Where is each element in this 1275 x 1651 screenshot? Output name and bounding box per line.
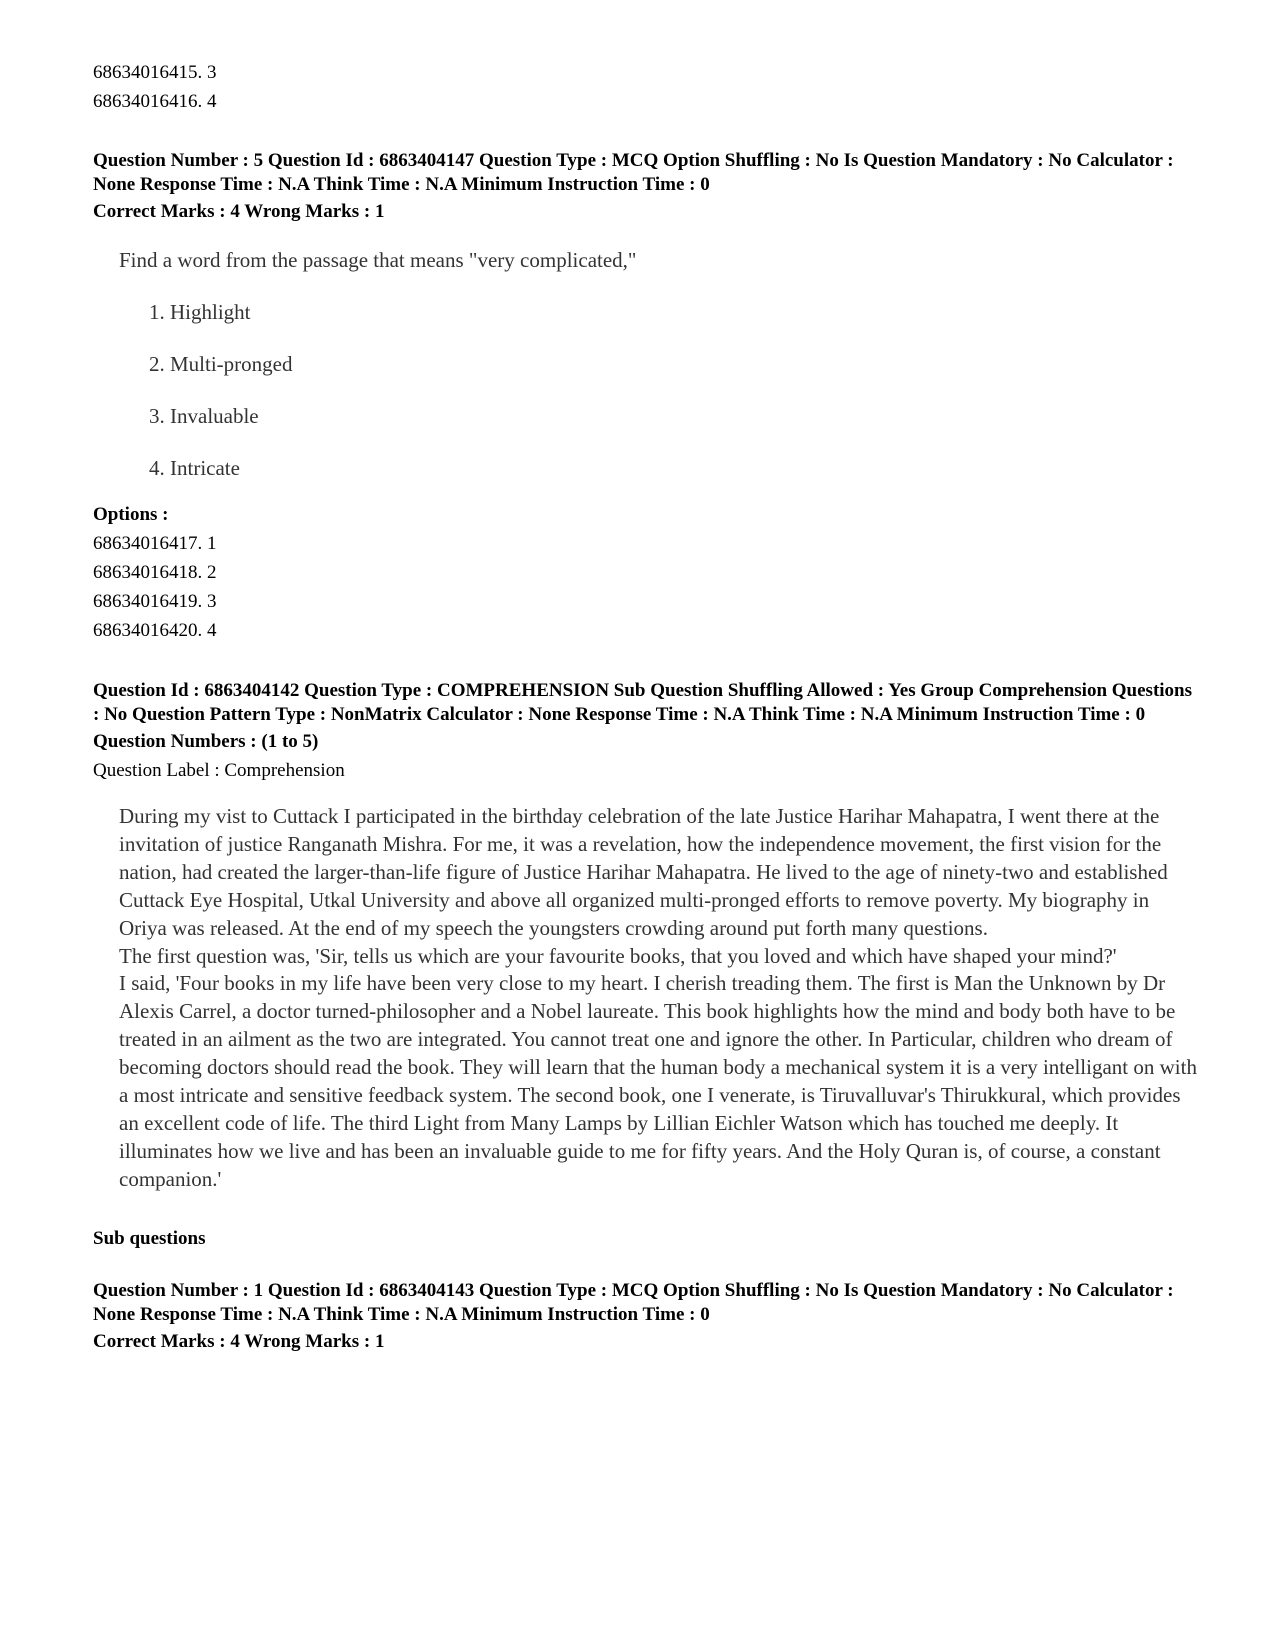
sub-questions-label: Sub questions [93,1227,206,1249]
passage-paragraph: The first question was, 'Sir, tells us which are your favourite books, that you loved and which have shaped your mind?' [119,943,1117,968]
question-5-text: Find a word from the passage that means "very complicated," [119,248,637,272]
question-5-choice: 2. Multi-pronged [149,352,293,376]
question-5-choice: 3. Invaluable [149,404,259,428]
question-5-choice: 4. Intricate [149,456,240,480]
comprehension-passage [119,803,1199,1194]
option-line: 68634016415. 3 [93,62,217,83]
question-5-choice: 1. Highlight [149,300,251,324]
option-line: 68634016416. 4 [93,91,217,112]
option-line: 68634016420. 4 [93,620,217,641]
passage-paragraph: During my vist to Cuttack I participated in the birthday celebration of the late Justice Harihar Mahapatra, I went there at the invitation of justice Ranganath Mishra. For me, it was a revelation, how the independence movement, the first vision for the nation, had created the larger-than-life figure of Justice Harihar Mahapatra. He lived to the age of ninety-two and established Cuttack Eye Hospital, Utkal University and above all organized multi-pronged efforts to remove poverty. My biography in Oriya was released. At the end of my speech the youngsters crowding around put forth many questions. [119,804,1168,940]
document-page [93,58,1197,1356]
option-line: 68634016417. 1 [93,533,217,554]
option-line: 68634016419. 3 [93,591,217,612]
question-1-marks: Correct Marks : 4 Wrong Marks : 1 [93,1330,385,1352]
question-5-header: Question Number : 5 Question Id : 6863404147 Question Type : MCQ Option Shuffling : No Is Question Mandatory : No Calculator : None Response Time : N.A Think Time : N.A Minimum Instruction Time : 0 [93,150,1174,195]
options-label: Options : [93,504,169,525]
comprehension-header: Question Id : 6863404142 Question Type : COMPREHENSION Sub Question Shuffling Allowed : Yes Group Comprehension Questions : No Question Pattern Type : NonMatrix Calculator : None Response Time : N.A Think Time : N.A Minimum Instruction Time : 0 [93,680,1193,725]
option-line: 68634016418. 2 [93,562,217,583]
question-numbers: Question Numbers : (1 to 5) [93,731,319,752]
question-5-marks: Correct Marks : 4 Wrong Marks : 1 [93,201,385,222]
passage-paragraph: I said, 'Four books in my life have been very close to my heart. I cherish treading them. The first is Man the Unknown by Dr Alexis Carrel, a doctor turned-philosopher and a Nobel laureate. This book highlights how the mind and body both have to be treated in an ailment as the two are integrated. You cannot treat one and ignore the other. In Particular, children who dream of becoming doctors should read the book. They will learn that the human body a mechanical system it is a very intelligant on with a most intricate and sensitive feedback system. The second book, one I venerate, is Tiruvalluvar's Thirukkural, which provides an excellent code of life. The third Light from Many Lamps by Lillian Eichler Watson which has touched me deeply. It illuminates how we live and has been an invaluable guide to me for fifty years. And the Holy Quran is, of course, a constant companion.' [119,971,1197,1191]
question-label: Question Label : Comprehension [93,760,345,781]
question-1-header: Question Number : 1 Question Id : 6863404143 Question Type : MCQ Option Shuffling : No Is Question Mandatory : No Calculator : None Response Time : N.A Think Time : N.A Minimum Instruction Time : 0 [93,1279,1174,1325]
